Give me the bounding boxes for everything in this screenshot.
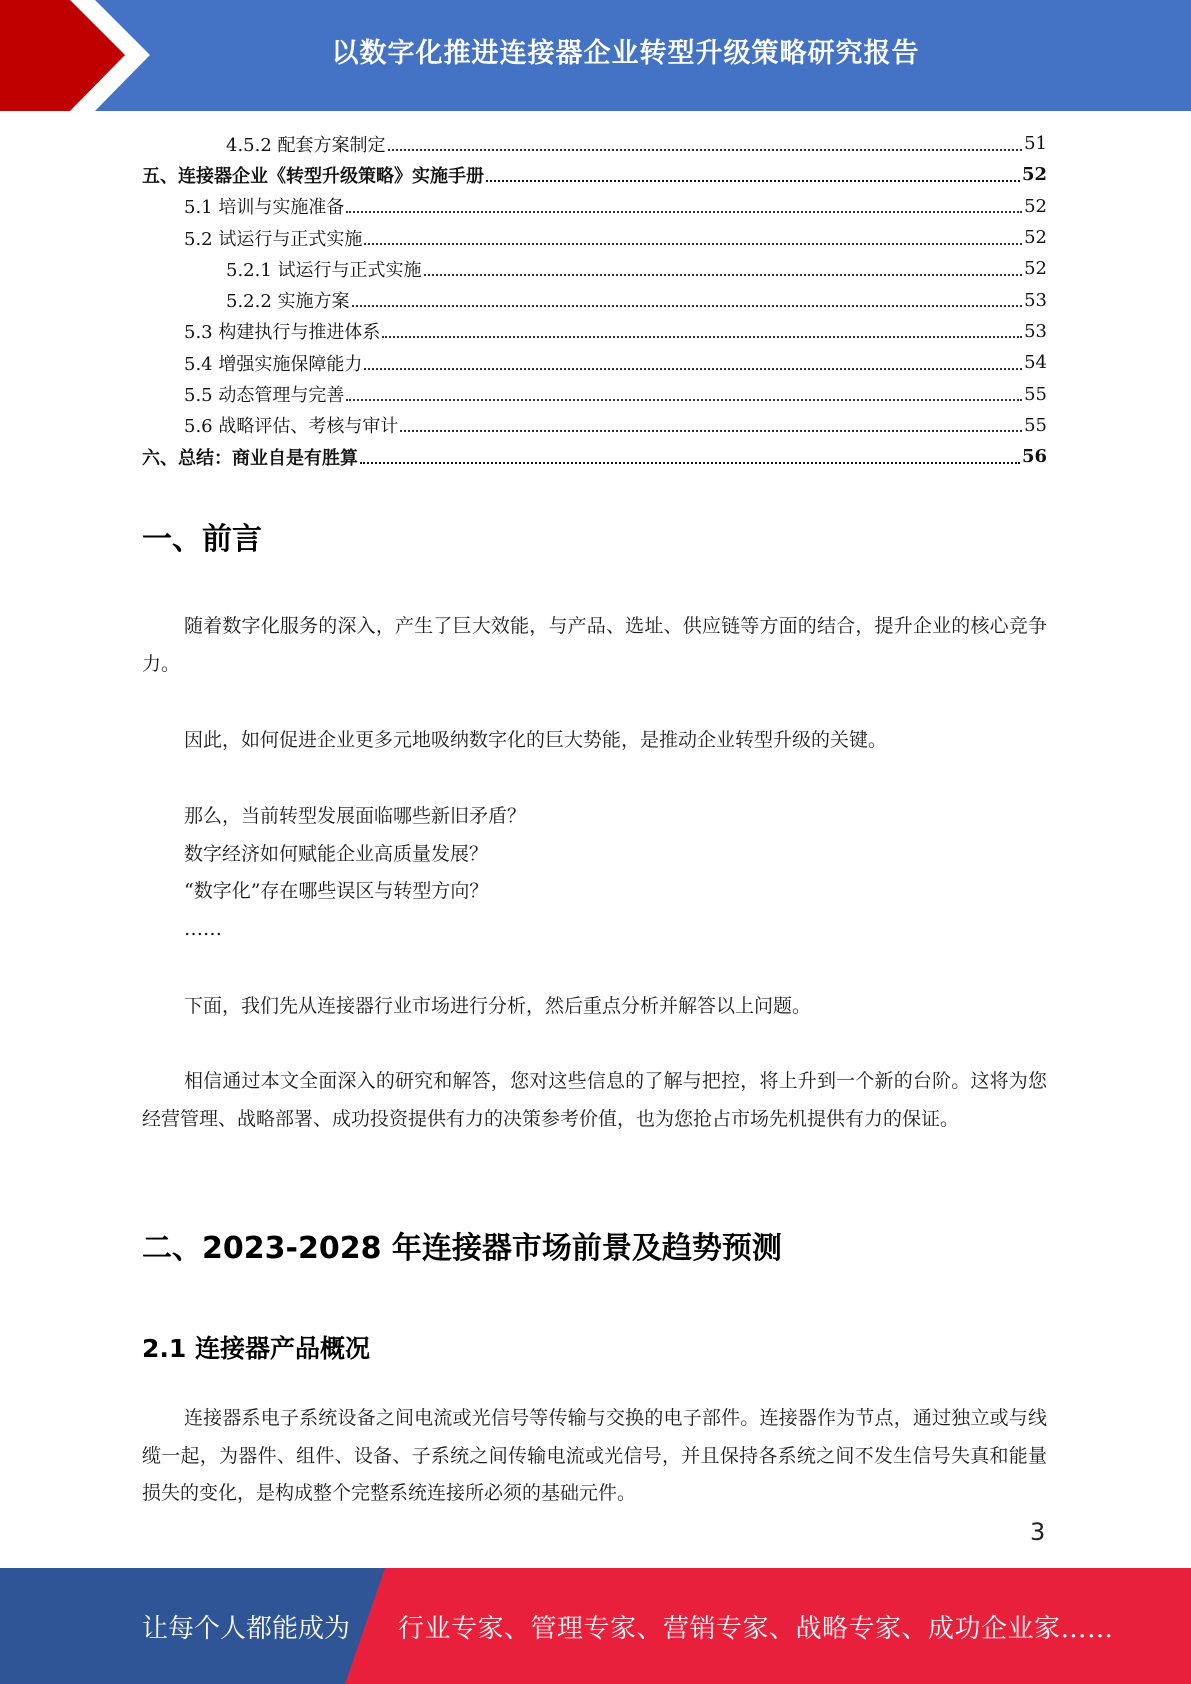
table-of-contents (142, 128, 1047, 472)
preface-paragraph-2: 因此，如何促进企业更多元地吸纳数字化的巨大势能，是推动企业转型升级的关键。 (184, 729, 888, 751)
footer-slogan-right: 行业专家、管理专家、营销专家、战略专家、成功企业家…… (398, 1613, 1114, 1644)
toc-entry-page: 52 (1024, 227, 1047, 249)
toc-entry-page: 56 (1021, 446, 1047, 468)
toc-dot-leader (364, 243, 1022, 245)
section-heading-preface: 一、前言 (142, 522, 262, 557)
toc-dot-leader (364, 368, 1022, 370)
toc-entry[interactable] (142, 347, 1047, 378)
toc-dot-leader (346, 399, 1022, 401)
toc-entry-title: 5.4 增强实施保障能力 (184, 353, 363, 375)
preface-question-list (184, 798, 1044, 948)
toc-dot-leader (388, 149, 1023, 151)
product-overview-paragraph: 连接器系电子系统设备之间电流或光信号等传输与交换的电子部件。连接器作为节点，通过独立或与线缆一起，为器件、组件、设备、子系统之间传输电流或光信号，并且保持各系统之间不发生信号失真和能量损失的变化，是构成整个完整系统连接所必须的基础元件。 (142, 1407, 1047, 1504)
toc-dot-leader (400, 430, 1022, 432)
toc-entry-title: 六、总结：商业自是有胜算 (142, 447, 358, 469)
page-number: 3 (1030, 1518, 1046, 1546)
toc-entry-page: 54 (1024, 352, 1047, 374)
preface-paragraph-3: 下面，我们先从连接器行业市场进行分析，然后重点分析并解答以上问题。 (184, 995, 812, 1017)
toc-entry-page: 55 (1024, 414, 1047, 436)
toc-entry[interactable] (142, 191, 1047, 222)
toc-entry[interactable] (142, 410, 1047, 441)
toc-dot-leader (424, 274, 1023, 276)
toc-entry-page: 53 (1024, 320, 1047, 342)
toc-entry[interactable] (142, 441, 1047, 472)
footer-slogan-left: 让每个人都能成为 (142, 1613, 351, 1644)
toc-entry-page: 53 (1024, 289, 1047, 311)
section-heading-market-forecast: 二、2023-2028 年连接器市场前景及趋势预测 (142, 1231, 782, 1266)
toc-entry-title: 5.1 培训与实施准备 (184, 197, 345, 219)
preface-question: 那么，当前转型发展面临哪些新旧矛盾？ (184, 805, 527, 827)
toc-entry[interactable] (142, 159, 1047, 190)
toc-entry[interactable] (142, 316, 1047, 347)
toc-entry-page: 52 (1024, 258, 1047, 280)
toc-entry[interactable] (142, 284, 1047, 315)
page-header (0, 0, 1191, 111)
toc-entry-page: 52 (1024, 195, 1047, 217)
toc-entry-title: 5.3 构建执行与推进体系 (184, 322, 381, 344)
toc-dot-leader (486, 180, 1020, 182)
toc-dot-leader (346, 211, 1022, 213)
preface-paragraph-4: 相信通过本文全面深入的研究和解答，您对这些信息的了解与把控，将上升到一个新的台阶。这将为您经营管理、战略部署、成功投资提供有力的决策参考价值，也为您抢占市场先机提供有力的保证。 (142, 1070, 1047, 1130)
toc-entry-page: 52 (1021, 164, 1047, 186)
toc-entry-title: 5.6 战略评估、考核与审计 (184, 416, 399, 438)
toc-entry[interactable] (142, 378, 1047, 409)
toc-entry-page: 51 (1024, 133, 1047, 155)
toc-entry[interactable] (142, 222, 1047, 253)
toc-entry-page: 55 (1024, 383, 1047, 405)
report-title: 以数字化推进连接器企业转型升级策略研究报告 (331, 37, 920, 69)
toc-entry[interactable] (142, 128, 1047, 159)
preface-ellipsis: …… (184, 917, 222, 940)
toc-dot-leader (382, 336, 1022, 338)
toc-entry[interactable] (142, 253, 1047, 284)
toc-entry-title: 5.2.2 实施方案 (226, 291, 350, 313)
toc-dot-leader (352, 305, 1023, 307)
toc-entry-title: 4.5.2 配套方案制定 (226, 134, 386, 156)
preface-paragraph-1: 随着数字化服务的深入，产生了巨大效能，与产品、选址、供应链等方面的结合，提升企业的核心竞争力。 (142, 615, 1047, 675)
page-footer (0, 1568, 1191, 1684)
toc-entry-title: 5.2 试运行与正式实施 (184, 228, 363, 250)
preface-question: “数字化”存在哪些误区与转型方向？ (184, 880, 489, 902)
toc-entry-title: 五、连接器企业《转型升级策略》实施手册 (142, 165, 484, 187)
subsection-heading-product-overview: 2.1 连接器产品概况 (142, 1334, 370, 1363)
header-chevron-decoration (0, 0, 150, 111)
toc-dot-leader (360, 462, 1020, 464)
preface-question: 数字经济如何赋能企业高质量发展？ (184, 842, 489, 865)
toc-entry-title: 5.5 动态管理与完善 (184, 385, 345, 407)
toc-entry-title: 5.2.1 试运行与正式实施 (226, 259, 422, 281)
